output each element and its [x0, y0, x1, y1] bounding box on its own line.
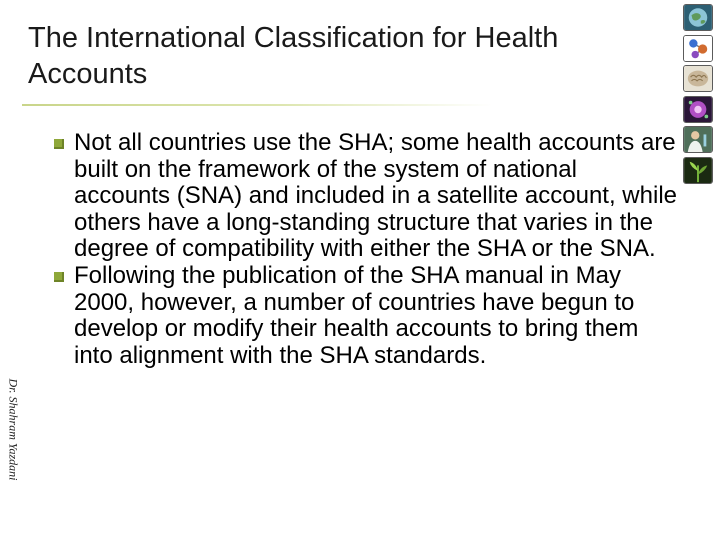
bullet-item: [54, 263, 679, 369]
globe-thumbnail-icon: [683, 4, 713, 31]
cell-thumbnail-icon: [683, 96, 713, 123]
decorative-thumbnails: [680, 4, 716, 187]
bullet-text: Following the publication of the SHA manual in May 2000, however, a number of countries have begun to develop or modify their health accounts to bring them into alignment with the SHA standards.: [74, 261, 639, 369]
title-divider: [22, 104, 492, 106]
brain-thumbnail-icon: [683, 65, 713, 92]
plant-thumbnail-icon: [683, 157, 713, 184]
author-credit: [3, 320, 23, 538]
bullet-item: [54, 130, 679, 263]
scientist-thumbnail-icon: [683, 126, 713, 153]
molecule-thumbnail-icon: [683, 35, 713, 62]
author-name: Dr. Shahram Yazdani: [6, 378, 21, 480]
slide-title: The International Classification for Health Accounts: [28, 22, 559, 90]
square-bullet-icon: [54, 139, 64, 149]
bullet-list: [54, 130, 679, 369]
square-bullet-icon: [54, 272, 64, 282]
bullet-text: Not all countries use the SHA; some health accounts are built on the framework of the system of national accounts (SNA) and included in a satellite account, while others have a long-standing structure that varies in the degree of compatibility with either the SHA or the SNA.: [74, 129, 677, 263]
